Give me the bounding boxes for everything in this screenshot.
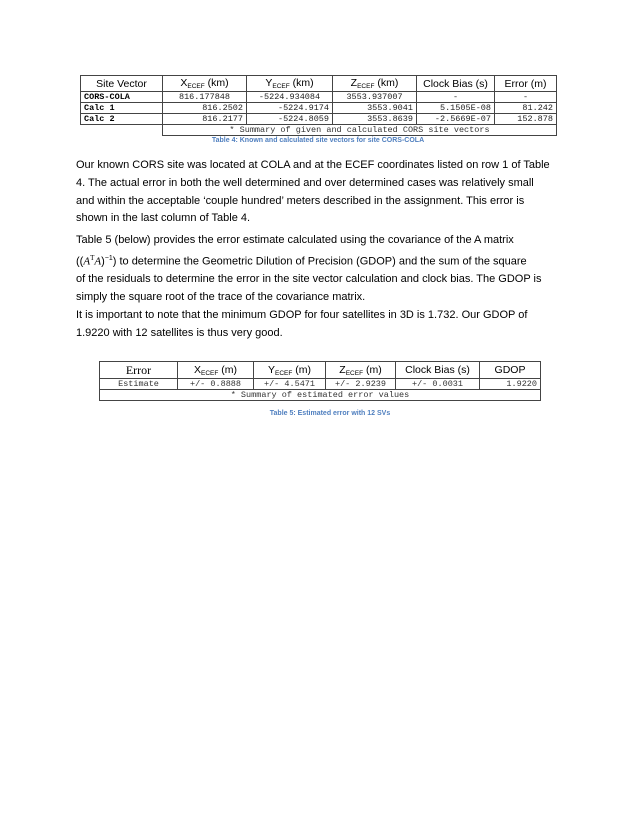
row-label: Calc 1 [81,103,163,114]
cell-z: 3553.8639 [333,114,417,125]
table-row [81,114,557,125]
cell-error: 81.242 [495,103,557,114]
text-line: shown in the last column of Table 4. [76,212,251,225]
cell-clock: - [417,92,495,103]
cell-error: 152.878 [495,114,557,125]
header-x-ecef: $X_{ECEF}$ (km) [163,76,247,92]
error-estimate-table [99,361,541,401]
row-label: Estimate [100,379,178,390]
header-y-ecef: $Y_{ECEF}$ (m) [254,362,326,379]
cell-x: 816.2177 [163,114,247,125]
cell-y: -5224.9174 [247,103,333,114]
cell-gdop: 1.9220 [480,379,541,390]
table5-caption: Table 5: Estimated error with 12 SVs [269,410,391,417]
header-site-vector: Site Vector [81,76,163,92]
header-z-ecef: $Z_{ECEF}$ (km) [333,76,417,92]
site-vector-table [80,75,557,136]
cell-y: -5224.934084 [247,92,333,103]
cell-x: 816.2502 [163,103,247,114]
text-line: Our known CORS site was located at COLA and at the ECEF coordinates listed on row 1 of Table [76,159,550,171]
header-error: Error [100,362,178,379]
table-row [81,92,557,103]
header-error: Error (m) [495,76,557,92]
header-clock-bias: Clock Bias (s) [417,76,495,92]
table-row [81,103,557,114]
paragraph-gdop-method [76,232,566,307]
text-line: Table 5 (below) provides the error estimate calculated using the covariance of the A matrix [76,234,514,246]
paragraph-cors-site [76,157,566,228]
header-clock-bias: Clock Bias (s) [396,362,480,379]
text-line: 4. The actual error in both the well determined and over determined cases was relatively small [76,176,534,189]
cell-z: +/- 2.9239 [326,379,396,390]
table-note: * Summary of given and calculated CORS site vectors [163,125,557,136]
row-label: CORS-COLA [81,92,163,103]
text-line: of the residuals to determine the error in the site vector calculation and clock bias. The GDOP is [76,273,542,286]
text-line: 1.9220 with 12 satellites is thus very good. [76,326,283,339]
text-line: simply the square root of the trace of the covariance matrix. [76,291,366,304]
cell-x: 816.177848 [163,92,247,103]
cell-clock: 5.1505E-08 [417,103,495,114]
blank-cell [81,125,163,136]
text-line-with-formula: $((A^TA)^{-1})$ to determine the Geometric Dilution of Precision (GDOP) and the sum of the square [76,253,527,268]
table-header-row [81,76,557,92]
paragraph-gdop-result [76,307,566,343]
cell-clock: -2.5669E-07 [417,114,495,125]
header-gdop: GDOP [480,362,541,379]
text-line: and within the acceptable ‘couple hundred’ meters described in the assignment. This error is [76,194,525,207]
table-note-row [81,125,557,136]
table-header-row [100,362,541,379]
cell-error: - [495,92,557,103]
cell-x: +/- 0.8888 [178,379,254,390]
cell-y: +/- 4.5471 [254,379,326,390]
row-label: Calc 2 [81,114,163,125]
table-row [100,379,541,390]
formula-a2: A [94,255,102,268]
text-line: It is important to note that the minimum GDOP for four satellites in 3D is 1.732. Our GDOP of [76,309,528,321]
table-note: * Summary of estimated error values [100,390,541,401]
header-y-ecef: $Y_{ECEF}$ (km) [247,76,333,92]
cell-y: -5224.8059 [247,114,333,125]
cell-z: 3553.937007 [333,92,417,103]
table4-caption: Table 4: Known and calculated site vectors for site CORS-COLA [211,137,425,144]
table-note-row [100,390,541,401]
header-x-ecef: $X_{ECEF}$ (m) [178,362,254,379]
formula-a: A [83,255,91,268]
cell-z: 3553.9041 [333,103,417,114]
header-z-ecef: $Z_{ECEF}$ (m) [326,362,396,379]
cell-clock: +/- 0.0031 [396,379,480,390]
